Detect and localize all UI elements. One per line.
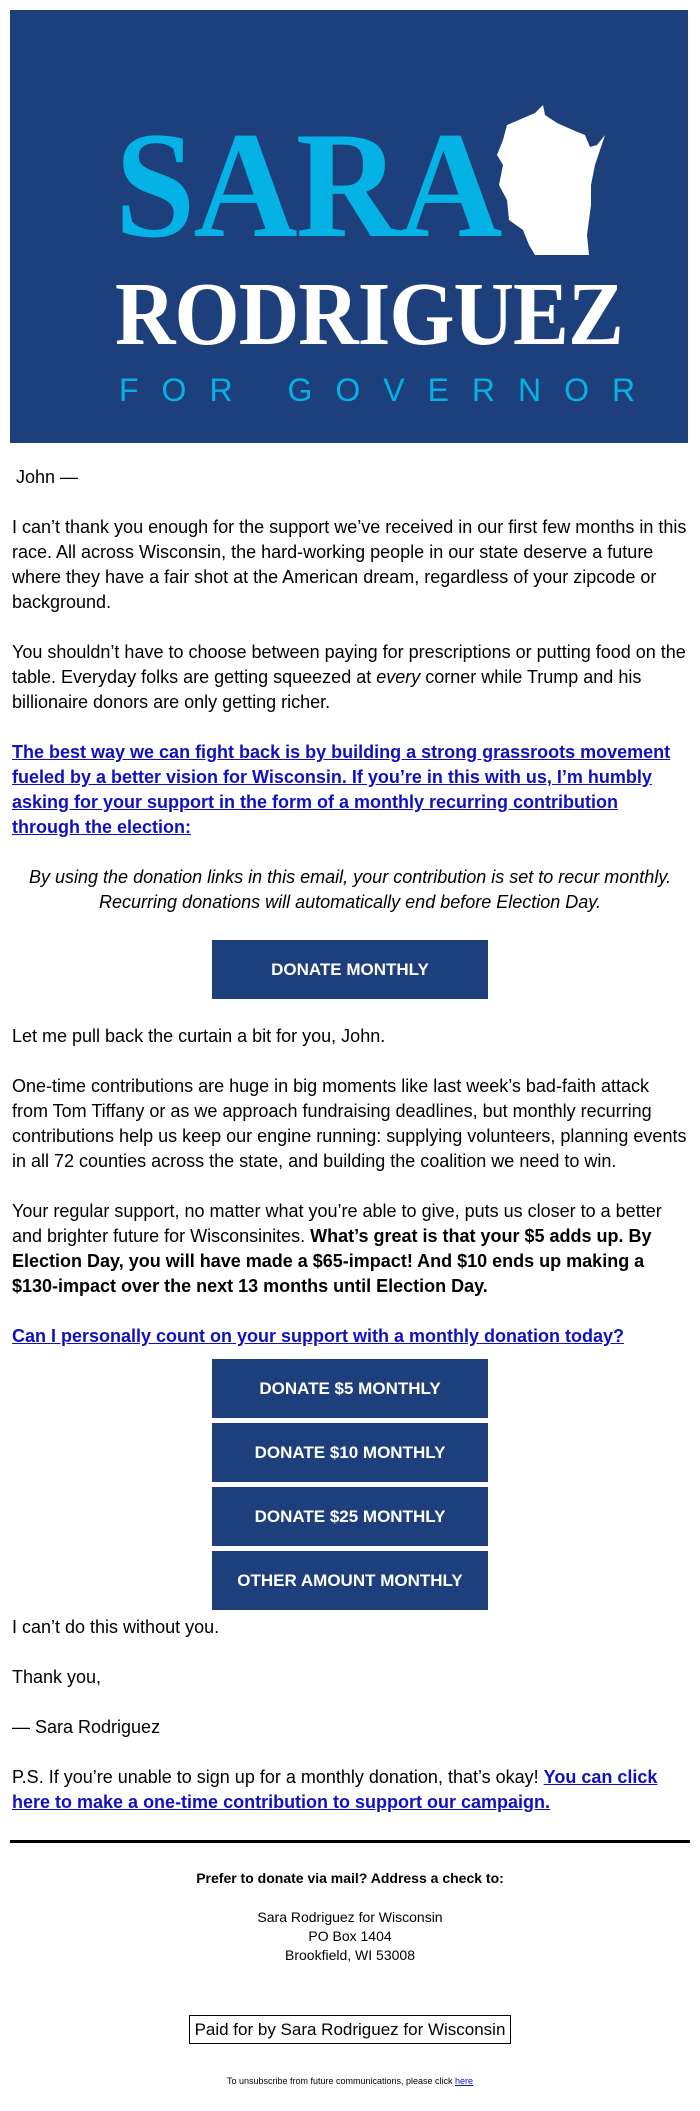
text: P.S. If you’re unable to sign up for a monthly donation, that’s okay! — [12, 1767, 544, 1787]
text: To unsubscribe from future communications, please click — [226, 2076, 456, 2086]
paragraph-impact — [12, 1199, 688, 1299]
mail-heading: Prefer to donate via mail? Address a check to: — [196, 1870, 504, 1886]
paragraph-one-time: One-time contributions are huge in big moments like last week’s bad-faith attack from Tom Tiffany or as we approach fundraising deadlines, but monthly recurring contributions help us keep our engine running: supplying volunteers, planning events in all 72 counties across the state, and building the coalition we need to win. — [12, 1076, 687, 1171]
postscript — [12, 1765, 688, 1815]
one-time-link[interactable]: You can click here to make a one-time contribution to support our campaign. — [12, 1767, 658, 1812]
logo-last-name: RODRIGUEZ — [115, 265, 623, 364]
address-line: Brookfield, WI 53008 — [285, 1947, 415, 1963]
unsubscribe-line — [10, 2072, 690, 2111]
signature: — Sara Rodriguez — [12, 1717, 161, 1737]
logo-office: FOR GOVERNOR — [119, 372, 659, 408]
donate-monthly-button[interactable]: DONATE MONTHLY — [212, 940, 488, 999]
donate-10-button[interactable]: DONATE $10 MONTHLY — [212, 1423, 488, 1482]
donate-25-button[interactable]: DONATE $25 MONTHLY — [212, 1487, 488, 1546]
unsubscribe-link[interactable]: here — [455, 2076, 474, 2086]
wisconsin-map-icon — [495, 105, 605, 265]
bold-text: What’s great is that your $5 adds up. By Election Day, you will have made a $65-impact! And $10 ends up making a $130-impact over the next 13 months until Election Day. — [12, 1226, 652, 1296]
notice-line-1: By using the donation links in this email, your contribution is set to recur monthly. — [29, 867, 671, 887]
greeting: John — — [16, 467, 79, 487]
donation-buttons — [12, 1359, 688, 1610]
emphasis: every — [376, 667, 421, 687]
other-amount-button[interactable]: OTHER AMOUNT MONTHLY — [212, 1551, 488, 1610]
divider — [10, 1840, 690, 1843]
count-on-you-link[interactable]: Can I personally count on your support with a monthly donation today? — [12, 1326, 625, 1346]
grassroots-link[interactable]: The best way we can fight back is by building a strong grassroots movement fueled by a better vision for Wisconsin. If you’re in this with us, I’m humbly asking for your support in the form of a monthly recurring contribution through the election: — [12, 742, 671, 837]
email — [10, 0, 690, 2111]
address-line: PO Box 1404 — [308, 1928, 392, 1944]
donate-5-button[interactable]: DONATE $5 MONTHLY — [212, 1359, 488, 1418]
recurring-notice — [12, 865, 688, 915]
closing: I can’t do this without you. — [12, 1617, 220, 1637]
campaign-banner — [10, 10, 688, 443]
footer — [10, 1869, 690, 2111]
paragraph-intro: I can’t thank you enough for the support we’ve received in our first few months in this race. All across Wisconsin, the hard-working people in our state deserve a future where they have a fair shot at the American dream, regardless of your zipcode or background. — [12, 517, 687, 612]
logo-first-name: SARA — [115, 101, 501, 269]
paid-for-disclaimer: Paid for by Sara Rodriguez for Wisconsin — [189, 2015, 512, 2044]
address-line: Sara Rodriguez for Wisconsin — [257, 1909, 443, 1925]
paragraph-curtain: Let me pull back the curtain a bit for you, John. — [12, 1026, 386, 1046]
paragraph-squeezed — [12, 640, 688, 715]
thanks: Thank you, — [12, 1667, 102, 1687]
notice-line-2: Recurring donations will automatically end before Election Day. — [99, 892, 601, 912]
text: corner while Trump and his billionaire donors are only getting richer. — [12, 667, 642, 712]
text: Your regular support, no matter what you’re able to give, puts us closer to a better and brighter future for Wisconsinites. — [12, 1201, 662, 1246]
text: You shouldn’t have to choose between paying for prescriptions or putting food on the table. Everyday folks are getting squeezed at — [12, 642, 686, 687]
